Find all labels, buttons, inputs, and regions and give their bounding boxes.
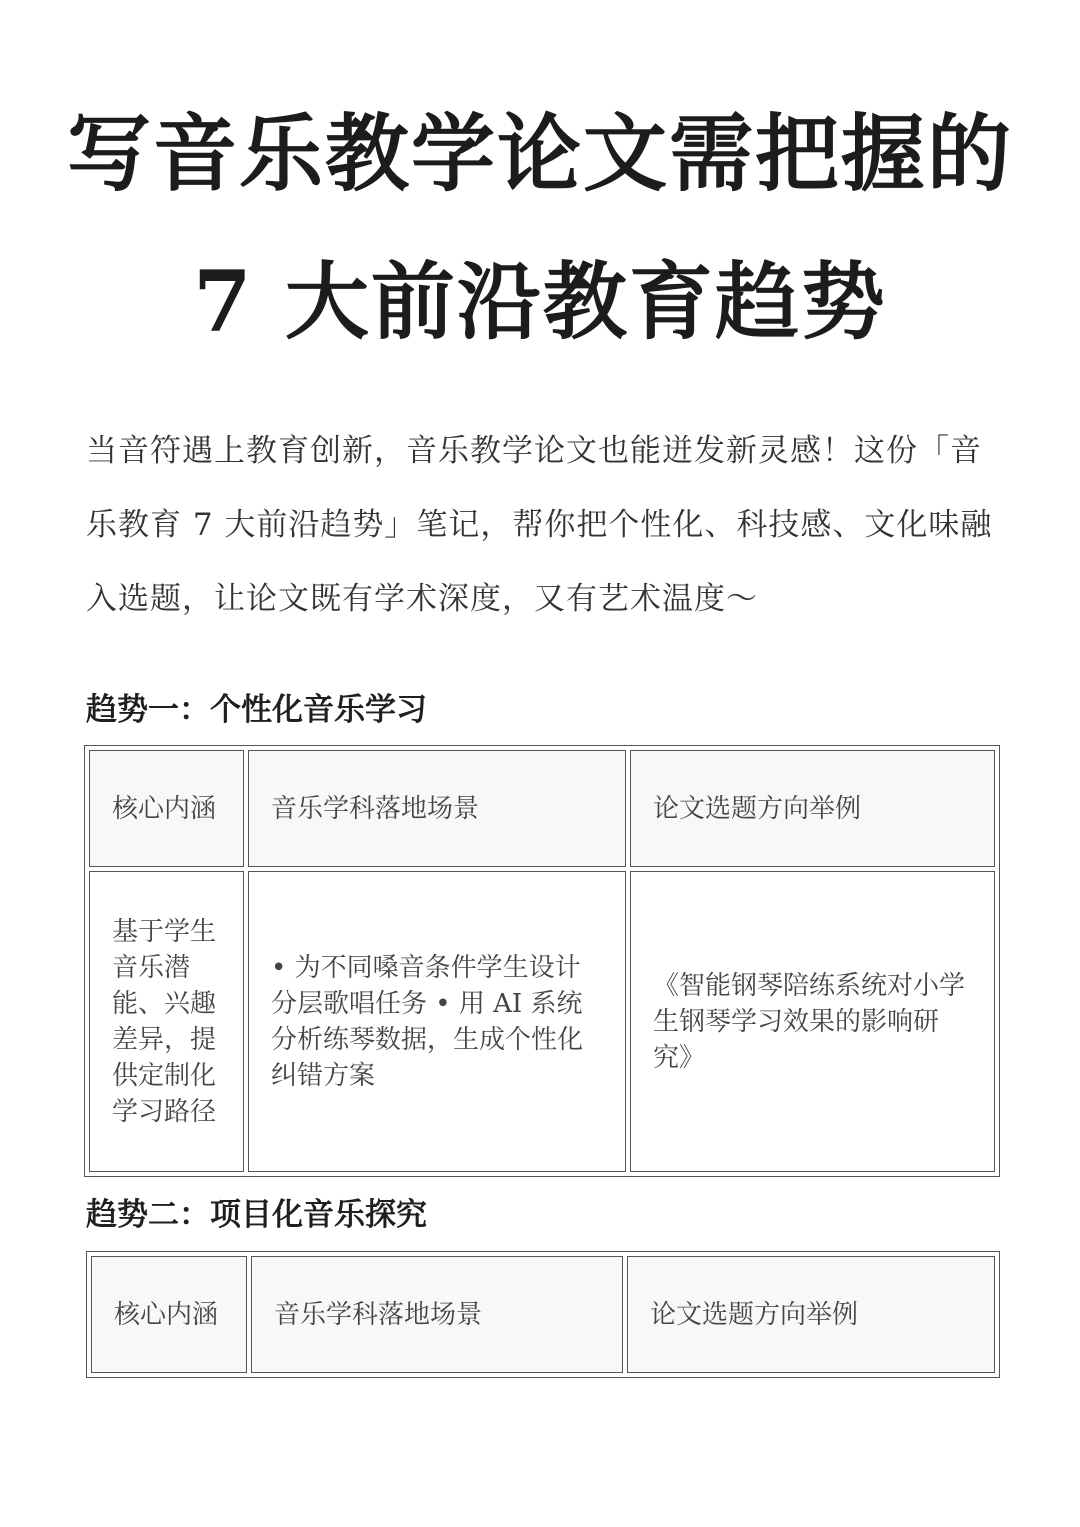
section-1-heading: 趋势一：个性化音乐学习	[86, 692, 427, 728]
section-2-heading: 趋势二：项目化音乐探究	[86, 1197, 427, 1233]
header-cell-scene: 音乐学科落地场景	[248, 750, 626, 867]
table-row	[89, 871, 995, 1172]
header-cell-scene: 音乐学科落地场景	[251, 1256, 623, 1373]
cell-topic-example: 《智能钢琴陪练系统对小学生钢琴学习效果的影响研究》	[630, 871, 995, 1172]
title-line-2: 7 大前沿教育趋势	[193, 252, 887, 351]
cell-core-meaning: 基于学生音乐潜能、兴趣差异，提供定制化学习路径	[89, 871, 244, 1172]
header-cell-topic: 论文选题方向举例	[627, 1256, 995, 1373]
title-line-1: 写音乐教学论文需把握的	[66, 104, 1013, 203]
header-cell-core: 核心内涵	[89, 750, 244, 867]
header-cell-core: 核心内涵	[91, 1256, 247, 1373]
trend-1-table	[84, 745, 1000, 1177]
intro-paragraph: 当音符遇上教育创新，音乐教学论文也能迸发新灵感！这份「音乐教育 7 大前沿趋势」笔记，帮你把个性化、科技感、文化味融入选题，让论文既有学术深度，又有艺术温度～	[86, 433, 993, 617]
trend-2-table	[86, 1251, 1000, 1378]
cell-scene: • 为不同嗓音条件学生设计分层歌唱任务 • 用 AI 系统分析练琴数据，生成个性化纠错方案	[248, 871, 626, 1172]
header-cell-topic: 论文选题方向举例	[630, 750, 995, 867]
table-header-row	[91, 1256, 995, 1373]
table-header-row	[89, 750, 995, 867]
